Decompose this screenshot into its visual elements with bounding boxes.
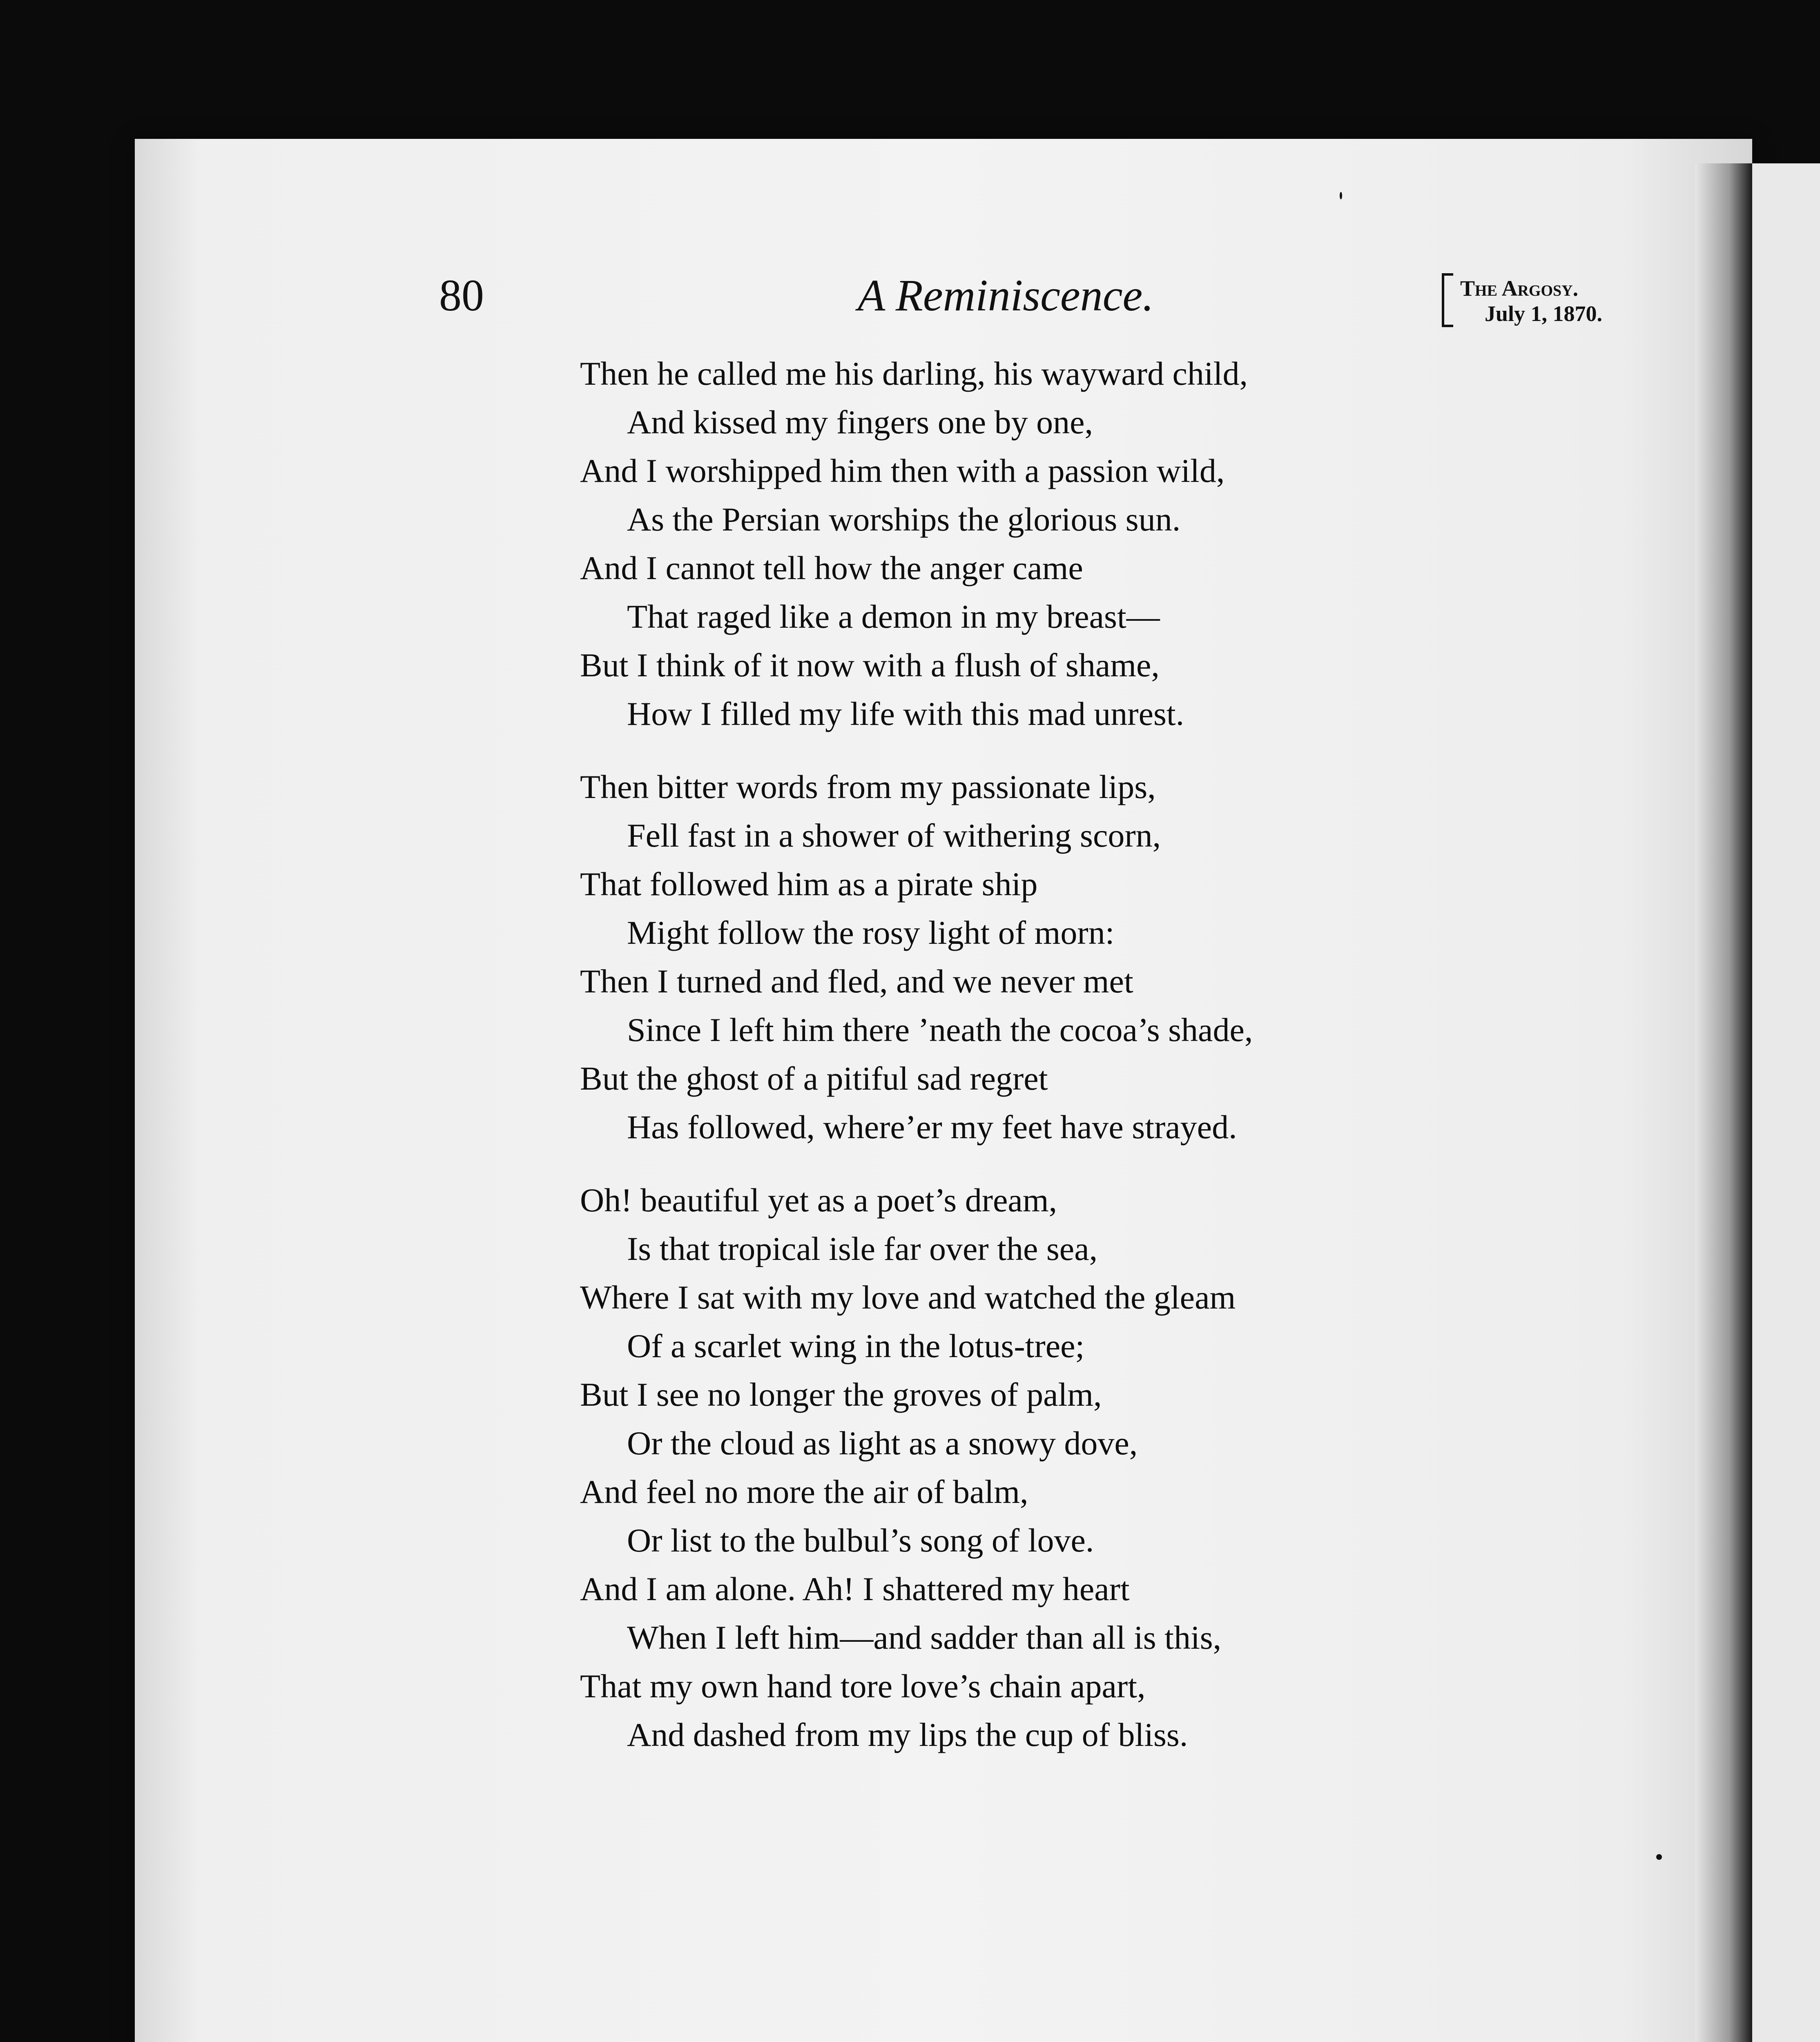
poem-line: But I see no longer the groves of palm,: [580, 1376, 1102, 1413]
poem-line: Fell fast in a shower of withering scorn,: [627, 817, 1161, 854]
poem-line: How I filled my life with this mad unrest.: [627, 695, 1184, 732]
page-number: 80: [439, 270, 484, 320]
poem-line: Oh! beautiful yet as a poet’s dream,: [580, 1182, 1057, 1219]
ink-speck: [1656, 1854, 1662, 1860]
poem-line: And kissed my fingers one by one,: [627, 403, 1093, 441]
poem-line: Or list to the bulbul’s song of love.: [627, 1522, 1094, 1559]
poem-line: Where I sat with my love and watched the gleam: [580, 1279, 1236, 1316]
poem-line: And I cannot tell how the anger came: [580, 549, 1083, 586]
stanza-break: [580, 1151, 1479, 1176]
page-binding-shadow: [1695, 163, 1752, 2042]
poem-line: Then I turned and fled, and we never met: [580, 963, 1133, 1000]
poem-line: And I worshipped him then with a passion wild,: [580, 452, 1225, 489]
poem-line: That raged like a demon in my breast—: [627, 598, 1160, 635]
journal-date: July 1, 1870.: [1485, 301, 1603, 326]
poem-line: And feel no more the air of balm,: [580, 1473, 1028, 1510]
poem-line: That my own hand tore love’s chain apart,: [580, 1667, 1146, 1705]
poem-line: And dashed from my lips the cup of bliss.: [627, 1716, 1188, 1753]
poem-line: Of a scarlet wing in the lotus-tree;: [627, 1327, 1085, 1364]
journal-name: The Argosy.: [1460, 276, 1579, 301]
poem-line: Or the cloud as light as a snowy dove,: [627, 1424, 1138, 1462]
stanza-break: [580, 738, 1479, 762]
poem-line: Has followed, where’er my feet have strayed.: [627, 1108, 1237, 1146]
poem-line: But I think of it now with a flush of shame,: [580, 646, 1160, 684]
journal-reference: [1460, 276, 1602, 326]
poem-line: And I am alone. Ah! I shattered my heart: [580, 1570, 1130, 1607]
poem-line: As the Persian worships the glorious sun.: [627, 501, 1181, 538]
poem-line: Is that tropical isle far over the sea,: [627, 1230, 1098, 1267]
ink-speck: [1340, 192, 1342, 199]
bracket-mark: [1442, 273, 1453, 327]
poem-line: But the ghost of a pitiful sad regret: [580, 1060, 1048, 1097]
poem-line: Then he called me his darling, his wayward child,: [580, 355, 1248, 392]
poem-line: That followed him as a pirate ship: [580, 865, 1038, 903]
page-title: A Reminiscence.: [858, 270, 1154, 320]
poem-line: When I left him—and sadder than all is this,: [627, 1619, 1222, 1656]
adjacent-page-edge: [1752, 163, 1820, 2042]
poem-body: [580, 349, 1479, 1759]
poem-line: Might follow the rosy light of morn:: [627, 914, 1115, 951]
poem-line: Then bitter words from my passionate lips,: [580, 768, 1156, 805]
poem-line: Since I left him there ’neath the cocoa’s shade,: [627, 1011, 1253, 1048]
